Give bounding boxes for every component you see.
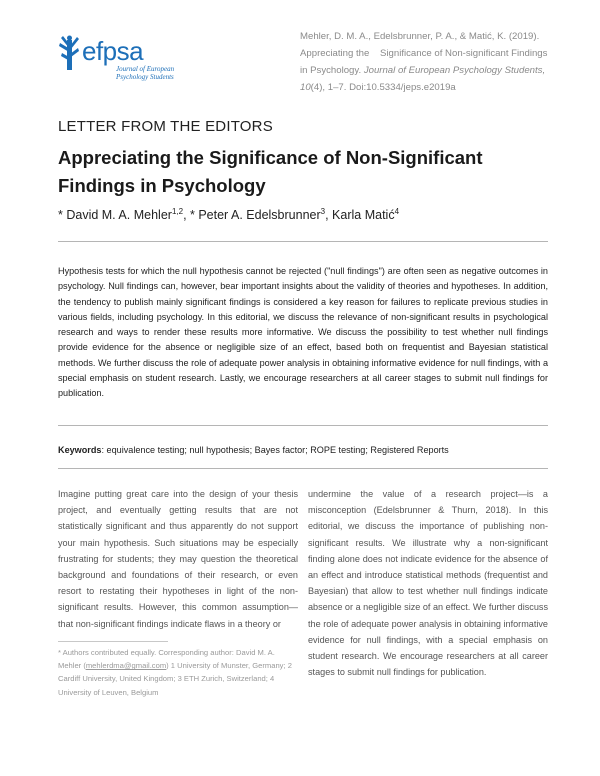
footnote-text: ) 1 University of Munster, Germany; 2 Cardiff University, United Kingdom; 3 ETH Zurich, Switzerland; 4 University of Leuven, Belgium — [58, 661, 292, 697]
journal-logo — [58, 34, 198, 84]
citation-line: Appreciating the Significance of Non-significant Findings — [300, 48, 548, 59]
body-column-left: Imagine putting great care into the design of your thesis project, and eventually getting results that are not statistically significant and thus apparently do not support your main hypothesis. Such situations may be especially frustrating for students; they may question the theoretical background and foundations of their research, or even resort to restating their hypotheses in light of the non-significant results. However, this common assumption—that non-significant findings indicate flaws in a theory or — [58, 489, 298, 629]
divider — [58, 241, 548, 242]
keywords-label: Keywords — [58, 445, 102, 455]
citation-text: in Psychology. — [300, 65, 364, 76]
citation-doi: (4), 1–7. Doi:10.5334/jeps.e2019a — [310, 82, 456, 93]
keywords — [58, 444, 548, 456]
email-link[interactable]: mehlerdma@gmail.com — [85, 661, 167, 671]
author-affiliation: 1,2 — [171, 207, 184, 216]
citation-volume: 10 — [300, 82, 311, 93]
logo-subtitle — [116, 65, 174, 81]
abstract: Hypothesis tests for which the null hypothesis cannot be rejected ("null findings") are often seen as negative outcomes in psychology. Null findings can, however, bear important insights about the validity of theories and hypotheses. In addition, the tendency to publish mainly significant findings is considered a key reason for failures to replicate previous studies in various fields, including psychology. In this editorial, we discuss the relevance of non-significant results in psychological research and ways to render these results more informative. We discuss the possibility to test whether null findings provide evidence for the absence or negligible size of an effect, based both on frequentist and Bayesian statistical methods. We further discuss the role of adequate power analysis in obtaining informative evidence for null findings, with a special emphasis on student research. Lastly, we encourage researchers at all career stages to submit null findings for publication. — [58, 266, 548, 399]
body-column-right: undermine the value of a research project—is a misconception (Edelsbrunner & Thurn, 2018). In this editorial, we discuss the importance of publishing non-significant results. We illustrate why a non-significant finding alone does not indicate evidence for the absence of an effect and introduce statistical methods (frequentist and Bayesian) that allow to test whether null findings indicate absence or a negligible size of an effect. We further discuss the role of adequate power analysis in obtaining informative evidence for null findings, with a special emphasis on student research. We encourage researchers at all career stages to submit null findings for publication. — [308, 489, 548, 678]
divider — [58, 425, 548, 426]
citation-line — [300, 79, 562, 96]
divider — [58, 468, 548, 469]
footnote-divider — [58, 641, 168, 642]
paper-title: Appreciating the Significance of Non-Significant Findings in Psychology — [58, 147, 483, 196]
citation-block — [300, 28, 562, 96]
citation-journal: Journal of European Psychology Students, — [363, 65, 546, 76]
logo-subtitle-line: Psychology Students — [116, 73, 174, 81]
efpsa-leaf-icon — [58, 34, 80, 74]
author-list — [58, 207, 399, 222]
author-affiliation: 3 — [320, 207, 326, 216]
citation-line — [300, 62, 562, 79]
logo-subtitle-line: Journal of European — [116, 65, 175, 73]
author-name: * David M. A. Mehler — [58, 208, 172, 223]
section-label: LETTER FROM THE EDITORS — [58, 118, 273, 135]
keywords-text: : equivalence testing; null hypothesis; Bayes factor; ROPE testing; Registered Reports — [101, 445, 449, 455]
author-affiliation: 4 — [394, 207, 400, 216]
footnote — [58, 646, 298, 699]
citation-line: Mehler, D. M. A., Edelsbrunner, P. A., & Matić, K. (2019). — [300, 31, 540, 42]
logo-wordmark: efpsa — [82, 36, 144, 66]
author-name: , Karla Matić — [325, 208, 395, 223]
author-name: , * Peter A. Edelsbrunner — [183, 208, 321, 223]
footnote-text: * Authors contributed equally. Corresponding author: David M. A. Mehler ( — [58, 648, 275, 671]
